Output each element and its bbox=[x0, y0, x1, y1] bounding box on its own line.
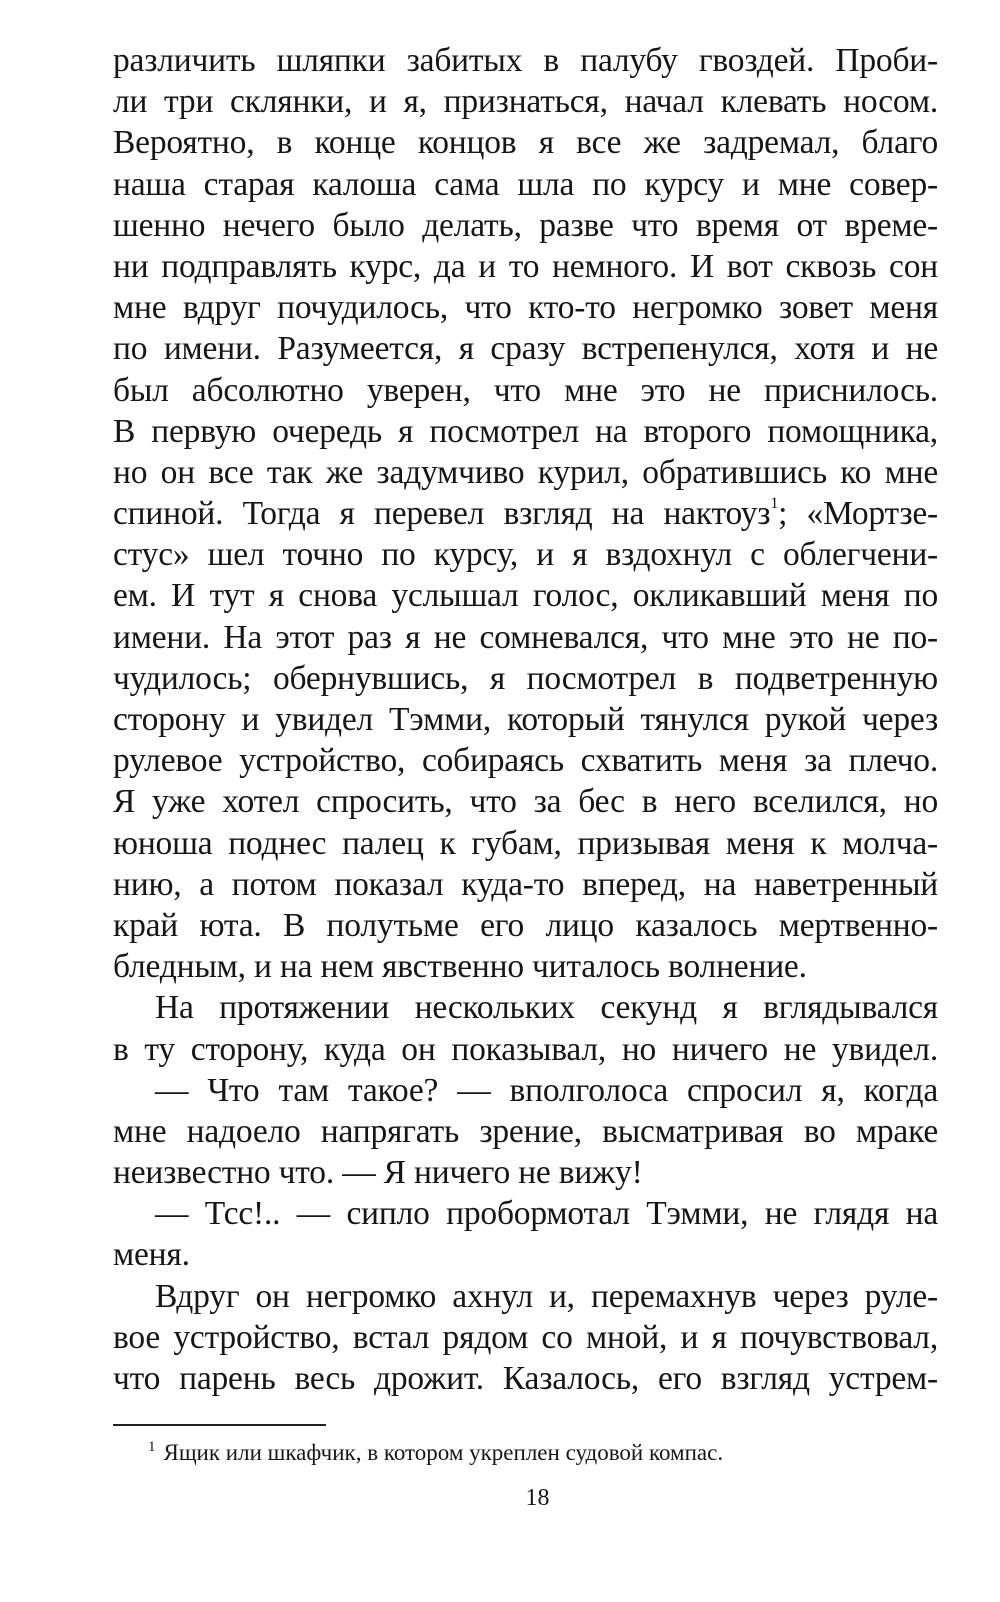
text-line: — Что там такое? — вполголоса спросил я, когда bbox=[155, 1071, 938, 1109]
text-line: меня. bbox=[113, 1236, 190, 1274]
footnote bbox=[148, 1438, 948, 1468]
text-line: вое устройство, встал рядом со мной, и я почувствовал, bbox=[113, 1318, 938, 1356]
text-line: рулевое устройство, собираясь схватить меня за плечо. bbox=[113, 742, 938, 780]
text-line: нию, а потом показал куда-то вперед, на наветренный bbox=[113, 865, 938, 903]
text-line: стус» шел точно по курсу, и я вздохнул с облегчени- bbox=[113, 536, 938, 574]
text-line: но он все так же задумчиво курил, обратившись ко мне bbox=[113, 453, 938, 491]
text-line: ни подправлять курс, да и то немного. И вот сквозь сон bbox=[113, 247, 938, 285]
text-line: ли три склянки, и я, признаться, начал клевать носом. bbox=[113, 83, 938, 121]
page-number: 18 bbox=[525, 1485, 550, 1511]
text-line: шенно нечего было делать, разве что время от време- bbox=[113, 206, 938, 244]
page-text bbox=[113, 40, 938, 1399]
text-line: различить шляпки забитых в палубу гвоздей. Проби- bbox=[113, 42, 938, 79]
text-line: ем. И тут я снова услышал голос, окликавший меня по bbox=[113, 577, 938, 615]
text-line: бледным, и на нем явственно читалось волнение. bbox=[113, 948, 807, 986]
text-segment: ; «Мортзе- bbox=[778, 495, 938, 533]
text-line: мне надоело напрягать зрение, высматривая во мраке bbox=[113, 1112, 938, 1150]
text-line: Вероятно, в конце концов я все же задремал, благо bbox=[113, 124, 938, 162]
text-line: Вдруг он негромко ахнул и, перемахнув через руле- bbox=[155, 1277, 938, 1315]
text-line: был абсолютно уверен, что мне это не приснилось. bbox=[113, 371, 938, 409]
text-line: — Тсс!.. — сипло пробормотал Тэмми, не глядя на bbox=[155, 1195, 938, 1233]
footnote-number: 1 bbox=[148, 1439, 156, 1455]
text-line: по имени. Разумеется, я сразу встрепенулся, хотя и не bbox=[113, 330, 938, 368]
footnote-text: Ящик или шкафчик, в котором укреплен судовой компас. bbox=[163, 1440, 724, 1465]
text-line: мне вдруг почудилось, что кто-то негромко зовет меня bbox=[113, 289, 938, 327]
text-line: край юта. В полутьме его лицо казалось мертвенно- bbox=[113, 906, 938, 944]
text-line: чудилось; обернувшись, я посмотрел в подветренную bbox=[113, 659, 938, 697]
text-line: На протяжении нескольких секунд я вглядывался bbox=[155, 989, 938, 1027]
text-line: сторону и увидел Тэмми, который тянулся рукой через bbox=[113, 701, 938, 738]
text-line: Я уже хотел спросить, что за бес в него вселился, но bbox=[113, 783, 938, 821]
text-line: В первую очередь я посмотрел на второго помощника, bbox=[113, 412, 938, 450]
text-segment: спиной. Тогда я перевел взгляд на нактоуз bbox=[113, 495, 771, 533]
footnote-divider bbox=[113, 1424, 326, 1426]
footnote-reference: 1 bbox=[770, 495, 779, 513]
text-line: что парень весь дрожит. Казалось, его взгляд устрем- bbox=[113, 1360, 938, 1397]
text-line: юноша поднес палец к губам, призывая меня к молча- bbox=[113, 824, 938, 862]
text-line-with-footnote-ref bbox=[113, 493, 938, 534]
text-line: в ту сторону, куда он показывал, но ничего не увидел. bbox=[113, 1030, 938, 1068]
text-line: имени. На этот раз я не сомневался, что мне это не по- bbox=[113, 618, 938, 656]
text-line: неизвестно что. — Я ничего не вижу! bbox=[113, 1154, 643, 1192]
body-text bbox=[113, 40, 938, 1399]
text-line: наша старая калоша сама шла по курсу и мне совер- bbox=[113, 165, 938, 203]
